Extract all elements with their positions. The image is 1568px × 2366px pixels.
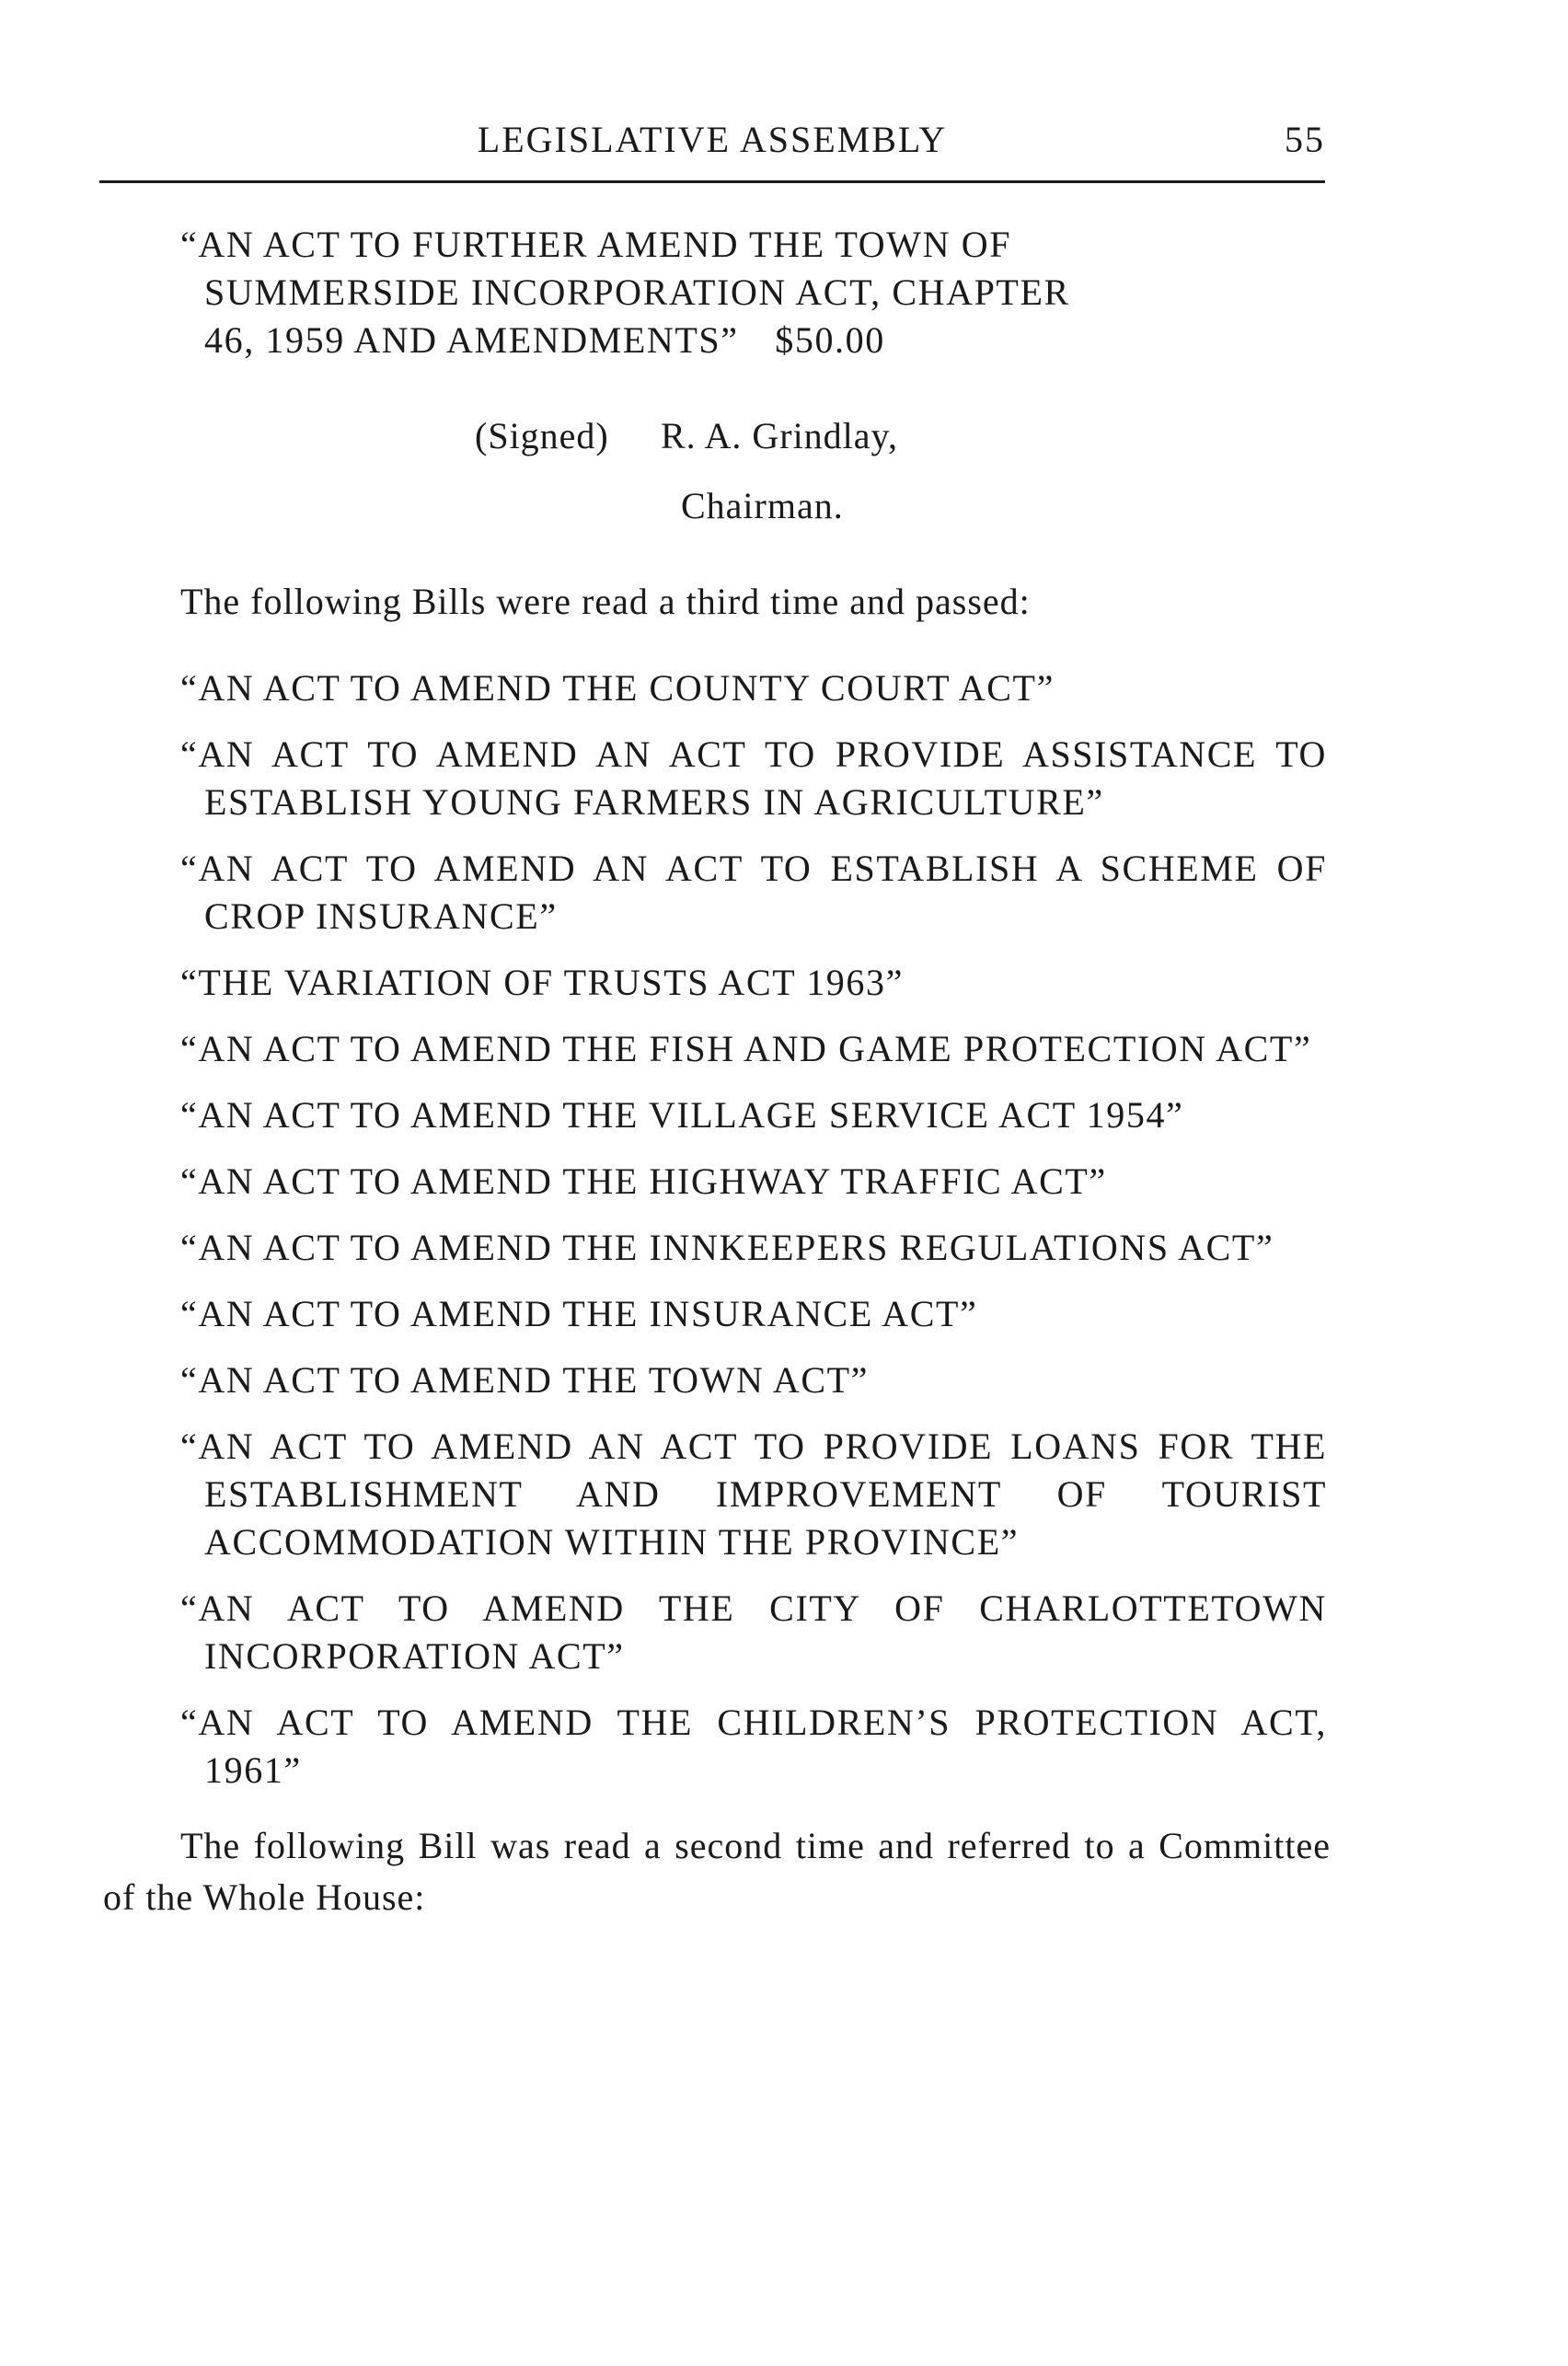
bill-title: “AN ACT TO AMEND THE INSURANCE ACT” <box>180 1293 978 1334</box>
signatory-role: Chairman. <box>681 485 844 526</box>
bill-title: “AN ACT TO AMEND THE COUNTY COURT ACT” <box>180 667 1055 709</box>
bill-title: “AN ACT TO AMEND THE HIGHWAY TRAFFIC ACT” <box>180 1160 1107 1202</box>
signed-label: (Signed) <box>475 415 609 456</box>
third-reading-bill-list <box>0 664 1568 1795</box>
bill-line-with-amount <box>204 317 1332 364</box>
running-head-title: LEGISLATIVE ASSEMBLY <box>477 119 948 160</box>
bill-entry-with-fee <box>180 221 1332 364</box>
fee-amount: $50.00 <box>775 319 885 361</box>
bill-title: “AN ACT TO AMEND AN ACT TO PROVIDE LOANS FOR THE ESTABLISHMENT AND IMPROVEMENT OF TOURIST ACCOMMODATION WITHIN THE PROVINCE” <box>180 1425 1327 1563</box>
second-reading-intro: The following Bill was read a second time and referred to a Committee of the Whole House: <box>103 1825 1331 1918</box>
bill-title: “AN ACT TO AMEND THE FISH AND GAME PROTECTION ACT” <box>180 1028 1312 1069</box>
bill-title: “AN ACT TO AMEND AN ACT TO ESTABLISH A SCHEME OF CROP INSURANCE” <box>180 848 1327 937</box>
bill-title: “AN ACT TO AMEND THE TOWN ACT” <box>180 1359 870 1401</box>
bill-title: “THE VARIATION OF TRUSTS ACT 1963” <box>180 962 904 1003</box>
bill-title: “AN ACT TO AMEND THE INNKEEPERS REGULATIONS ACT” <box>180 1227 1274 1268</box>
page-number: 55 <box>1285 119 1325 160</box>
signature-block <box>0 409 1568 534</box>
third-reading-intro: The following Bills were read a third time and passed: <box>180 581 1031 622</box>
bill-line: 46, 1959 AND AMENDMENTS” <box>204 319 739 361</box>
bill-title: “AN ACT TO AMEND AN ACT TO PROVIDE ASSISTANCE TO ESTABLISH YOUNG FARMERS IN AGRICULTURE” <box>180 733 1327 823</box>
bill-title: “AN ACT TO AMEND THE VILLAGE SERVICE ACT 1954” <box>180 1094 1184 1136</box>
header-rule <box>99 180 1325 183</box>
page-body <box>0 221 1568 1960</box>
signatory-name: R. A. Grindlay, <box>661 415 898 456</box>
running-head <box>99 118 1325 169</box>
bill-title: “AN ACT TO AMEND THE CHILDREN’S PROTECTION ACT, 1961” <box>180 1702 1327 1791</box>
bill-line: “AN ACT TO FURTHER AMEND THE TOWN OF <box>180 224 1012 265</box>
bill-title: “AN ACT TO AMEND THE CITY OF CHARLOTTETOWN INCORPORATION ACT” <box>180 1587 1327 1677</box>
bill-line: SUMMERSIDE INCORPORATION ACT, CHAPTER <box>204 271 1070 313</box>
